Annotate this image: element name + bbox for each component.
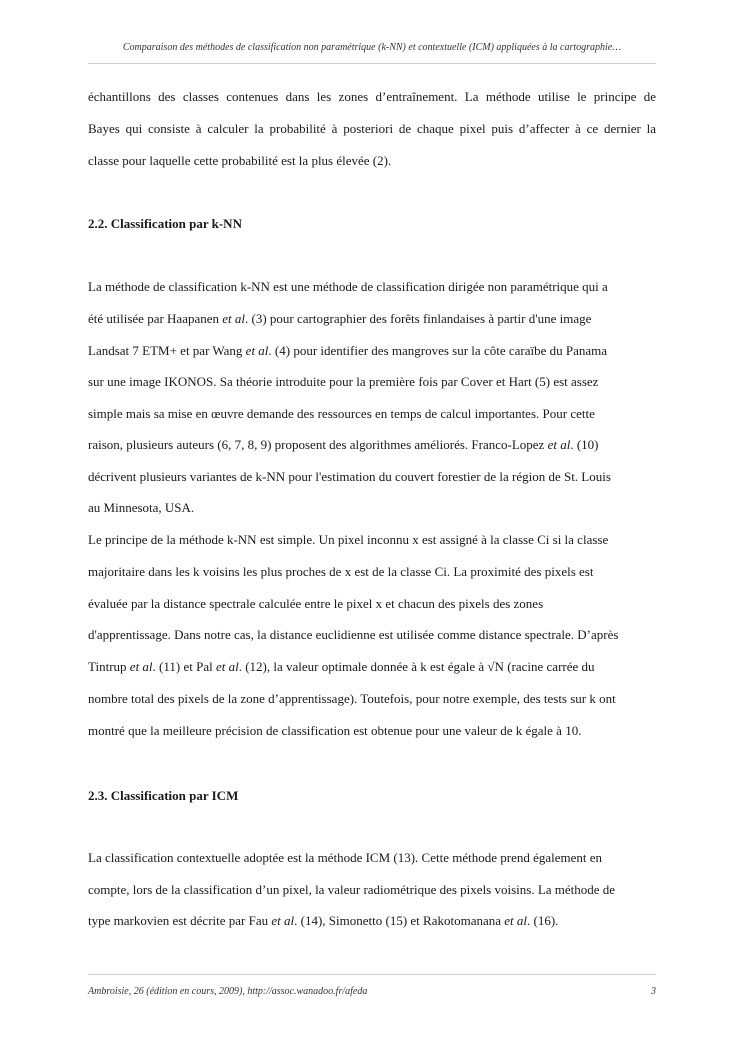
intro-line-2: Bayes qui consiste à calculer la probabilité à posteriori de chaque pixel puis d’affecter à ce dernier la xyxy=(88,121,656,136)
knn-p1-line-1: La méthode de classification k-NN est une méthode de classification dirigée non paramétrique qui a xyxy=(88,279,608,294)
knn-p2-line-1: Le principe de la méthode k-NN est simple. Un pixel inconnu x est assigné à la classe Ci si la classe xyxy=(88,532,609,547)
header-rule xyxy=(88,63,656,64)
knn-p2-line-6: nombre total des pixels de la zone d’apprentissage). Toutefois, pour notre exemple, des tests sur k ont xyxy=(88,691,616,706)
knn-p1-line-4: sur une image IKONOS. Sa théorie introduite pour la première fois par Cover et Hart (5) est assez xyxy=(88,374,599,389)
knn-p2-line-4: d'apprentissage. Dans notre cas, la distance euclidienne est utilisée comme distance spectrale. D’après xyxy=(88,627,619,642)
knn-p1-line-3: Landsat 7 ETM+ et par Wang et al. (4) pour identifier des mangroves sur la côte caraïbe du Panama xyxy=(88,343,608,358)
knn-p1-line-6: raison, plusieurs auteurs (6, 7, 8, 9) proposent des algorithmes améliorés. Franco-Lopez et al. (10) xyxy=(88,437,599,452)
icm-line-2: compte, lors de la classification d’un pixel, la valeur radiométrique des pixels voisins. La méthode de xyxy=(88,882,616,897)
knn-p2-line-2: majoritaire dans les k voisins les plus proches de x est de la classe Ci. La proximité des pixels est xyxy=(88,564,594,579)
footer-rule xyxy=(88,974,656,975)
page-number: 3 xyxy=(651,986,656,997)
knn-p1-line-5: simple mais sa mise en œuvre demande des ressources en temps de calcul importantes. Pour cette xyxy=(88,406,595,421)
intro-line-1: échantillons des classes contenues dans les zones d’entraînement. La méthode utilise le principe de xyxy=(88,89,656,104)
knn-p2-line-5: Tintrup et al. (11) et Pal et al. (12), la valeur optimale donnée à k est égale à √N (racine carrée du xyxy=(88,659,595,674)
icm-line-3: type markovien est décrite par Fau et al. (14), Simonetto (15) et Rakotomanana et al. (16). xyxy=(88,913,559,928)
knn-p1-line-8: au Minnesota, USA. xyxy=(88,500,195,515)
section-heading-icm: 2.3. Classification par ICM xyxy=(88,788,239,803)
intro-line-3: classe pour laquelle cette probabilité est la plus élevée (2). xyxy=(88,153,392,168)
knn-p1-line-2: été utilisée par Haapanen et al. (3) pour cartographier des forêts finlandaises à partir d'une image xyxy=(88,311,592,326)
footer-citation: Ambroisie, 26 (édition en cours, 2009), http://assoc.wanadoo.fr/afeda xyxy=(88,986,368,997)
knn-p1-line-7: décrivent plusieurs variantes de k-NN pour l'estimation du couvert forestier de la région de St. Louis xyxy=(88,469,611,484)
icm-line-1: La classification contextuelle adoptée est la méthode ICM (13). Cette méthode prend également en xyxy=(88,850,603,865)
section-heading-knn: 2.2. Classification par k-NN xyxy=(88,216,242,231)
knn-p2-line-3: évaluée par la distance spectrale calculée entre le pixel x et chacun des pixels des zones xyxy=(88,596,544,611)
knn-p2-line-7: montré que la meilleure précision de classification est obtenue pour une valeur de k égale à 10. xyxy=(88,723,582,738)
running-header: Comparaison des méthodes de classification non paramétrique (k-NN) et contextuelle (ICM) appliquées à la cartographie… xyxy=(122,42,622,53)
